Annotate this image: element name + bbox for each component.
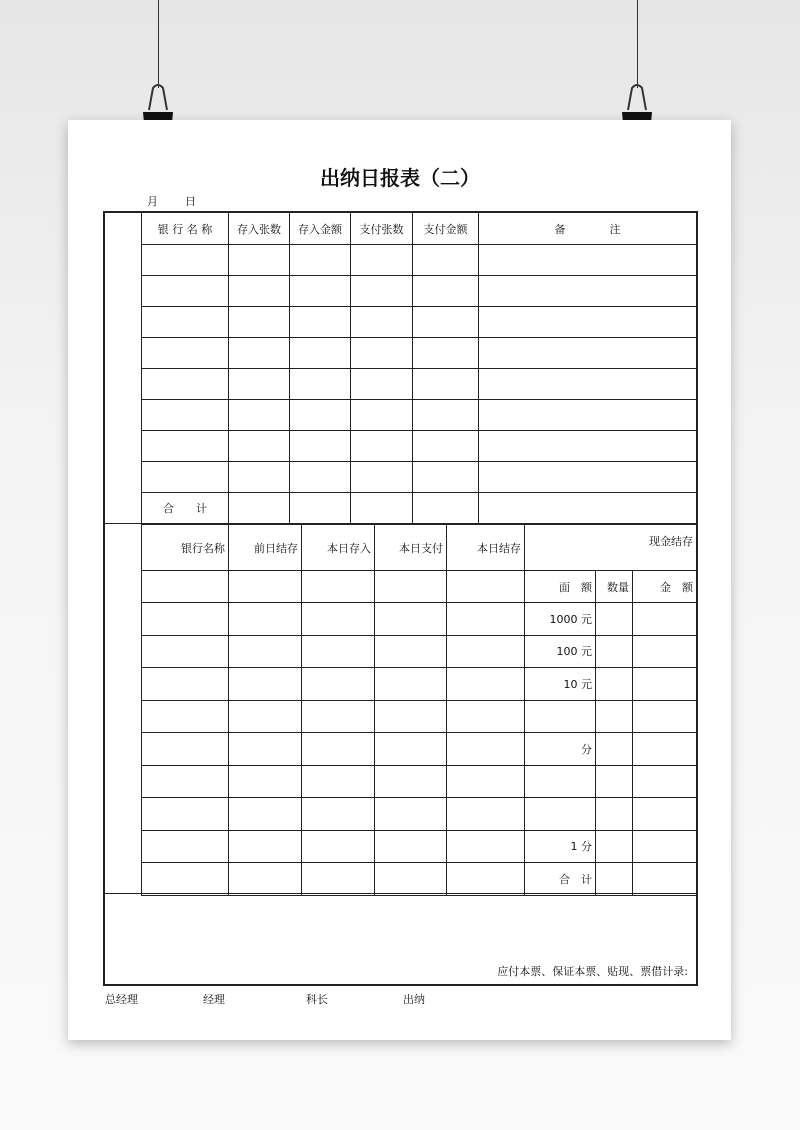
- column-header: 支付金额: [413, 213, 479, 245]
- table-row: [142, 245, 697, 276]
- table-cell[interactable]: [142, 431, 229, 462]
- table-cell[interactable]: [375, 700, 447, 733]
- denomination-label: 分: [525, 733, 596, 766]
- table-cell[interactable]: [479, 431, 697, 462]
- table-cell[interactable]: [447, 798, 525, 831]
- column-header: 银 行 名 称: [142, 213, 229, 245]
- table-row: [142, 400, 697, 431]
- amount-cell[interactable]: [633, 733, 697, 766]
- table-cell[interactable]: [142, 338, 229, 369]
- table-row: [142, 830, 697, 863]
- quantity-cell[interactable]: [596, 700, 633, 733]
- table-cell[interactable]: [375, 571, 447, 603]
- table-cell[interactable]: [479, 338, 697, 369]
- table-cell[interactable]: [229, 400, 290, 431]
- table-cell[interactable]: [413, 369, 479, 400]
- table-cell[interactable]: [229, 276, 290, 307]
- table-cell[interactable]: [351, 307, 413, 338]
- quantity-cell[interactable]: [596, 733, 633, 766]
- table-cell[interactable]: [413, 431, 479, 462]
- table-cell[interactable]: [302, 635, 375, 668]
- table-cell[interactable]: [290, 369, 351, 400]
- balance-table: [141, 524, 697, 896]
- amount-cell[interactable]: [633, 798, 697, 831]
- table-cell[interactable]: [229, 830, 302, 863]
- table-cell[interactable]: [351, 493, 413, 524]
- table-cell[interactable]: [302, 863, 375, 896]
- table-cell[interactable]: [413, 276, 479, 307]
- table-cell[interactable]: [229, 603, 302, 636]
- column-header: 前日结存: [229, 525, 302, 571]
- table-cell[interactable]: [142, 668, 229, 701]
- table-cell[interactable]: [229, 462, 290, 493]
- table-row: [142, 431, 697, 462]
- table-row: [142, 276, 697, 307]
- denomination-label: [525, 798, 596, 831]
- table-cell[interactable]: [351, 245, 413, 276]
- table-cell[interactable]: [142, 245, 229, 276]
- table-row: [142, 462, 697, 493]
- quantity-cell[interactable]: [596, 668, 633, 701]
- table-cell[interactable]: [479, 369, 697, 400]
- table-row: [142, 700, 697, 733]
- table-cell[interactable]: [302, 668, 375, 701]
- table-cell[interactable]: [375, 733, 447, 766]
- quantity-cell[interactable]: [596, 603, 633, 636]
- cash-column-header: 金 额: [633, 571, 697, 603]
- table-cell[interactable]: [290, 493, 351, 524]
- table-cell[interactable]: [351, 462, 413, 493]
- total-label: 合 计: [142, 493, 229, 524]
- table-cell[interactable]: [229, 733, 302, 766]
- table-cell[interactable]: [142, 863, 229, 896]
- table-cell[interactable]: [447, 700, 525, 733]
- table-cell[interactable]: [351, 369, 413, 400]
- table-cell[interactable]: [447, 603, 525, 636]
- column-header: 存入金额: [290, 213, 351, 245]
- table-row: [142, 307, 697, 338]
- table-cell[interactable]: [375, 830, 447, 863]
- column-header: 支付张数: [351, 213, 413, 245]
- table-cell[interactable]: [142, 571, 229, 603]
- table-row: [142, 863, 697, 896]
- table-cell[interactable]: [142, 830, 229, 863]
- table-cell[interactable]: [229, 493, 290, 524]
- page-title: 出纳日报表（二）: [320, 166, 480, 190]
- table-cell[interactable]: [447, 668, 525, 701]
- quantity-cell[interactable]: [596, 863, 633, 896]
- table-cell[interactable]: [413, 307, 479, 338]
- table-cell[interactable]: [229, 369, 290, 400]
- table-cell[interactable]: [142, 276, 229, 307]
- table-cell[interactable]: [229, 338, 290, 369]
- table-row: [142, 733, 697, 766]
- table-row: [142, 338, 697, 369]
- table-cell[interactable]: [142, 462, 229, 493]
- notes-label: 应付本票、保证本票、贴现、票借计录:: [497, 965, 688, 978]
- table-cell[interactable]: [229, 431, 290, 462]
- table-cell[interactable]: [413, 462, 479, 493]
- table-cell[interactable]: [229, 700, 302, 733]
- table-row: [142, 635, 697, 668]
- amount-cell[interactable]: [633, 830, 697, 863]
- table-cell[interactable]: [229, 765, 302, 798]
- table-cell[interactable]: [447, 830, 525, 863]
- table-cell[interactable]: [290, 462, 351, 493]
- hanging-string: [158, 0, 159, 88]
- deposit-payment-table: [141, 212, 697, 524]
- table-cell[interactable]: [375, 668, 447, 701]
- table-cell[interactable]: [229, 635, 302, 668]
- denomination-label: 1 分: [525, 830, 596, 863]
- table-row: [142, 798, 697, 831]
- column-header: 本日存入: [302, 525, 375, 571]
- table-cell[interactable]: [375, 635, 447, 668]
- table-cell[interactable]: [302, 733, 375, 766]
- amount-cell[interactable]: [633, 635, 697, 668]
- table-cell[interactable]: [142, 733, 229, 766]
- amount-cell[interactable]: [633, 765, 697, 798]
- table-cell[interactable]: [229, 798, 302, 831]
- quantity-cell[interactable]: [596, 798, 633, 831]
- table-cell[interactable]: [413, 400, 479, 431]
- table-cell[interactable]: [479, 307, 697, 338]
- column-header-cash: 现金结存: [525, 525, 697, 571]
- column-header: 备 注: [479, 213, 697, 245]
- table-cell[interactable]: [302, 571, 375, 603]
- table-cell[interactable]: [142, 700, 229, 733]
- denomination-label: 合 计: [525, 863, 596, 896]
- table-cell[interactable]: [302, 798, 375, 831]
- cash-column-header: 数量: [596, 571, 633, 603]
- table-cell[interactable]: [142, 400, 229, 431]
- table-cell[interactable]: [479, 276, 697, 307]
- table-row: [142, 603, 697, 636]
- table-cell[interactable]: [302, 603, 375, 636]
- signature-section-chief: 科长: [306, 993, 328, 1006]
- quantity-cell[interactable]: [596, 765, 633, 798]
- denomination-label: 100 元: [525, 635, 596, 668]
- table-cell[interactable]: [413, 338, 479, 369]
- table-cell[interactable]: [142, 603, 229, 636]
- table-cell[interactable]: [302, 700, 375, 733]
- table-cell[interactable]: [290, 431, 351, 462]
- table-cell[interactable]: [290, 338, 351, 369]
- table-cell[interactable]: [351, 276, 413, 307]
- table-row: [142, 765, 697, 798]
- denomination-label: 10 元: [525, 668, 596, 701]
- table-cell[interactable]: [142, 765, 229, 798]
- table-cell[interactable]: [290, 307, 351, 338]
- denomination-label: 1000 元: [525, 603, 596, 636]
- amount-cell[interactable]: [633, 863, 697, 896]
- quantity-cell[interactable]: [596, 635, 633, 668]
- signature-manager: 经理: [203, 993, 225, 1006]
- table-cell[interactable]: [447, 635, 525, 668]
- column-header: 存入张数: [229, 213, 290, 245]
- denomination-label: [525, 700, 596, 733]
- quantity-cell[interactable]: [596, 830, 633, 863]
- table-cell[interactable]: [447, 765, 525, 798]
- table-cell[interactable]: [413, 493, 479, 524]
- table-cell[interactable]: [302, 765, 375, 798]
- amount-cell[interactable]: [633, 700, 697, 733]
- table-cell[interactable]: [229, 863, 302, 896]
- table-cell[interactable]: [447, 863, 525, 896]
- column-header: 本日结存: [447, 525, 525, 571]
- table-cell[interactable]: [142, 635, 229, 668]
- table-cell[interactable]: [479, 462, 697, 493]
- table-cell[interactable]: [351, 431, 413, 462]
- total-row: [142, 493, 697, 524]
- table-cell[interactable]: [229, 571, 302, 603]
- amount-cell[interactable]: [633, 603, 697, 636]
- table-cell[interactable]: [375, 798, 447, 831]
- hanging-string: [637, 0, 638, 88]
- amount-cell[interactable]: [633, 668, 697, 701]
- month-label: 月: [147, 195, 158, 208]
- column-header: 银行名称: [142, 525, 229, 571]
- table-cell[interactable]: [290, 400, 351, 431]
- table-cell[interactable]: [375, 863, 447, 896]
- table-cell[interactable]: [142, 307, 229, 338]
- table-cell[interactable]: [290, 245, 351, 276]
- signature-general-manager: 总经理: [105, 993, 138, 1006]
- day-label: 日: [185, 195, 196, 208]
- table-cell[interactable]: [290, 276, 351, 307]
- table-cell[interactable]: [447, 571, 525, 603]
- column-header: 本日支付: [375, 525, 447, 571]
- table-cell[interactable]: [375, 765, 447, 798]
- table-cell[interactable]: [351, 338, 413, 369]
- signature-cashier: 出纳: [403, 993, 425, 1006]
- table-cell[interactable]: [413, 245, 479, 276]
- table-cell[interactable]: [479, 400, 697, 431]
- table-row: [142, 668, 697, 701]
- table-cell[interactable]: [479, 493, 697, 524]
- table-cell[interactable]: [229, 245, 290, 276]
- cash-column-header: 面 额: [525, 571, 596, 603]
- table-cell[interactable]: [229, 307, 290, 338]
- table-row: [142, 369, 697, 400]
- table-cell[interactable]: [351, 400, 413, 431]
- table-cell[interactable]: [447, 733, 525, 766]
- denomination-label: [525, 765, 596, 798]
- table-cell[interactable]: [142, 369, 229, 400]
- table-cell[interactable]: [302, 830, 375, 863]
- table-cell[interactable]: [229, 668, 302, 701]
- table-cell[interactable]: [479, 245, 697, 276]
- table-cell[interactable]: [375, 603, 447, 636]
- table-cell[interactable]: [142, 798, 229, 831]
